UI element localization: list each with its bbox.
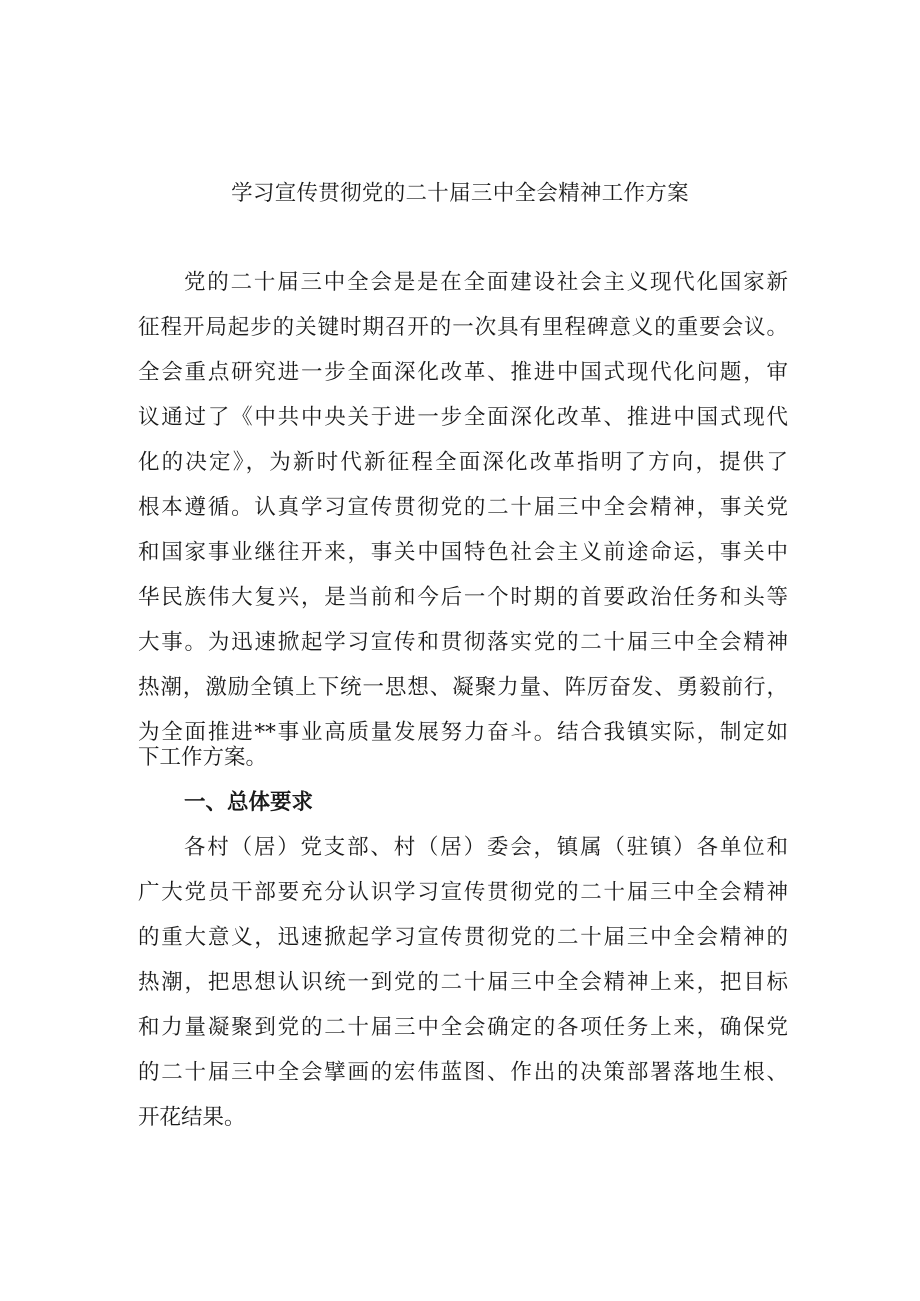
- paragraph-line: 和国家事业继往开来，事关中国特色社会主义前途命运，事关中: [138, 540, 788, 565]
- paragraph-line: 根本遵循。认真学习宣传贯彻党的二十届三中全会精神，事关党: [138, 495, 788, 520]
- paragraph-line: 为全面推进**事业高质量发展努力奋斗。结合我镇实际，制定如: [138, 720, 788, 745]
- paragraph-line: 全会重点研究进一步全面深化改革、推进中国式现代化问题，审: [138, 360, 788, 385]
- paragraph-line: 和力量凝聚到党的二十届三中全会确定的各项任务上来，确保党: [138, 1015, 788, 1040]
- paragraph-line: 的重大意义，迅速掀起学习宣传贯彻党的二十届三中全会精神的: [138, 925, 788, 950]
- paragraph-line: 大事。为迅速掀起学习宣传和贯彻落实党的二十届三中全会精神: [138, 630, 788, 655]
- paragraph-line: 开花结果。: [138, 1105, 246, 1130]
- paragraph-line: 的二十届三中全会擘画的宏伟蓝图、作出的决策部署落地生根、: [138, 1060, 788, 1085]
- paragraph-line: 下工作方案。: [138, 745, 268, 770]
- paragraph-line: 党的二十届三中全会是是在全面建设社会主义现代化国家新: [184, 270, 788, 295]
- paragraph-line: 化的决定》，为新时代新征程全面深化改革指明了方向，提供了: [138, 450, 788, 475]
- document-title: 学习宣传贯彻党的二十届三中全会精神工作方案: [231, 181, 689, 206]
- paragraph-line: 议通过了《中共中央关于进一步全面深化改革、推进中国式现代: [138, 405, 788, 430]
- paragraph-line: 各村（居）党支部、村（居）委会，镇属（驻镇）各单位和: [184, 835, 788, 860]
- paragraph-line: 征程开局起步的关键时期召开的一次具有里程碑意义的重要会议。: [138, 315, 788, 340]
- paragraph-line: 华民族伟大复兴，是当前和今后一个时期的首要政治任务和头等: [138, 585, 788, 610]
- section-heading: 一、总体要求: [184, 790, 314, 815]
- paragraph-line: 热潮，把思想认识统一到党的二十届三中全会精神上来，把目标: [138, 970, 788, 995]
- paragraph-line: 广大党员干部要充分认识学习宣传贯彻党的二十届三中全会精神: [138, 880, 788, 905]
- paragraph-line: 热潮，激励全镇上下统一思想、凝聚力量、阵厉奋发、勇毅前行，: [138, 675, 788, 700]
